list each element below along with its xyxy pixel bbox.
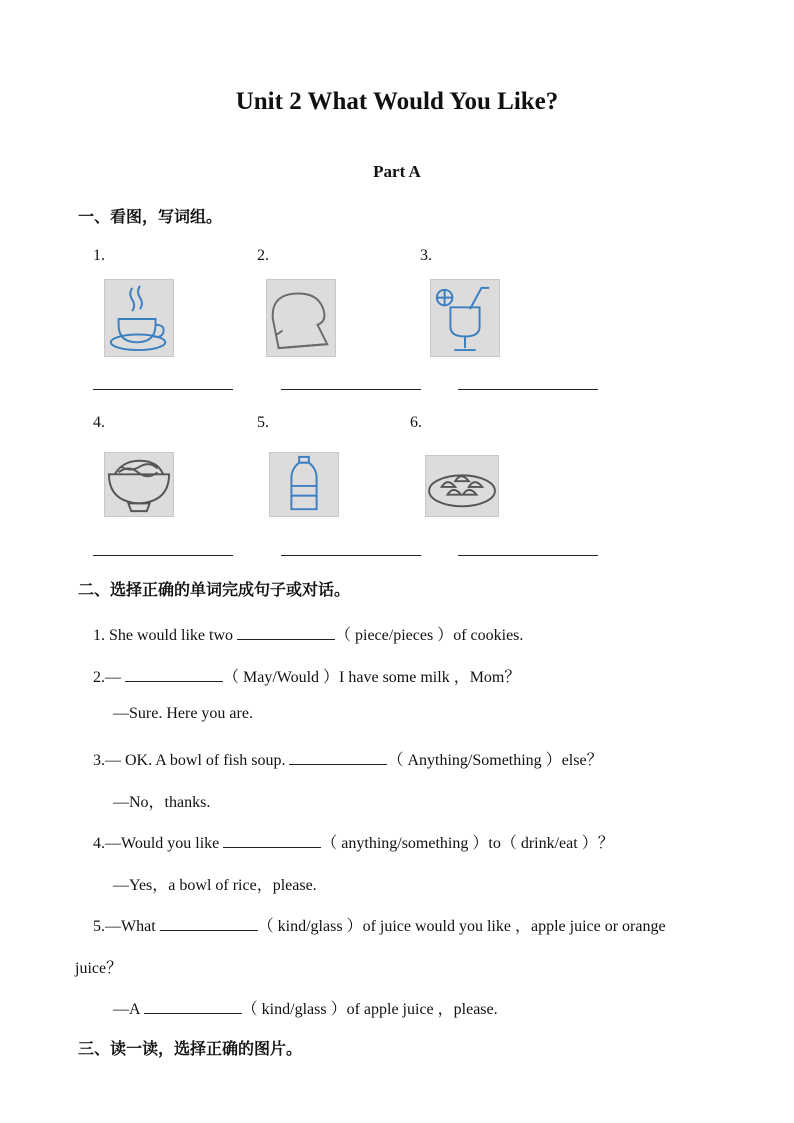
section2-heading: 二、选择正确的单词完成句子或对话。 — [78, 580, 351, 599]
section3-heading: 三、读一读，选择正确的图片。 — [78, 1039, 303, 1058]
question-2: 2.— （ May/Would ）I have some milk ，Mom？ — [93, 669, 521, 686]
question-5: 5.—What （ kind/glass ）of juice would you like ，apple juice or orange — [93, 918, 666, 935]
blank-5[interactable] — [160, 916, 258, 931]
blank-6[interactable] — [144, 999, 242, 1014]
blank-2[interactable] — [125, 667, 223, 682]
answer-4: —Yes，a bowl of rice，please. — [113, 877, 317, 894]
noodles-bowl-icon — [104, 452, 174, 517]
question-4: 4.—Would you like （ anything/something ）to（ drink/eat ）？ — [93, 835, 614, 852]
page-title: Unit 2 What Would You Like? — [235, 88, 559, 115]
item-number-5: 5. — [257, 414, 269, 431]
question-3: 3.— OK. A bowl of fish soup. （ Anything/Something ）else？ — [93, 752, 603, 769]
blank-3[interactable] — [289, 750, 387, 765]
blank-4[interactable] — [223, 833, 321, 848]
item-number-4: 4. — [93, 414, 105, 431]
item-number-6: 6. — [410, 414, 422, 431]
answer-line-6[interactable] — [458, 555, 598, 556]
answer-2: —Sure. Here you are. — [113, 705, 253, 722]
blank-1[interactable] — [237, 625, 335, 640]
bread-icon — [266, 279, 336, 357]
answer-line-2[interactable] — [281, 389, 421, 390]
tea-cup-icon — [104, 279, 174, 357]
item-number-3: 3. — [420, 247, 432, 264]
question-1: 1. She would like two （ piece/pieces ）of cookies. — [93, 627, 524, 644]
answer-5: —A （ kind/glass ）of apple juice ，please. — [113, 1001, 498, 1018]
question-5-continuation: juice？ — [75, 960, 123, 977]
page-subtitle: Part A — [373, 162, 421, 181]
section1-heading: 一、看图，写词组。 — [78, 207, 223, 226]
answer-line-3[interactable] — [458, 389, 598, 390]
answer-line-5[interactable] — [281, 555, 421, 556]
water-bottle-icon — [269, 452, 339, 517]
juice-glass-icon — [430, 279, 500, 357]
answer-line-1[interactable] — [93, 389, 233, 390]
dumplings-plate-icon — [425, 455, 499, 517]
item-number-1: 1. — [93, 247, 105, 264]
item-number-2: 2. — [257, 247, 269, 264]
answer-line-4[interactable] — [93, 555, 233, 556]
answer-3: —No，thanks. — [113, 794, 211, 811]
